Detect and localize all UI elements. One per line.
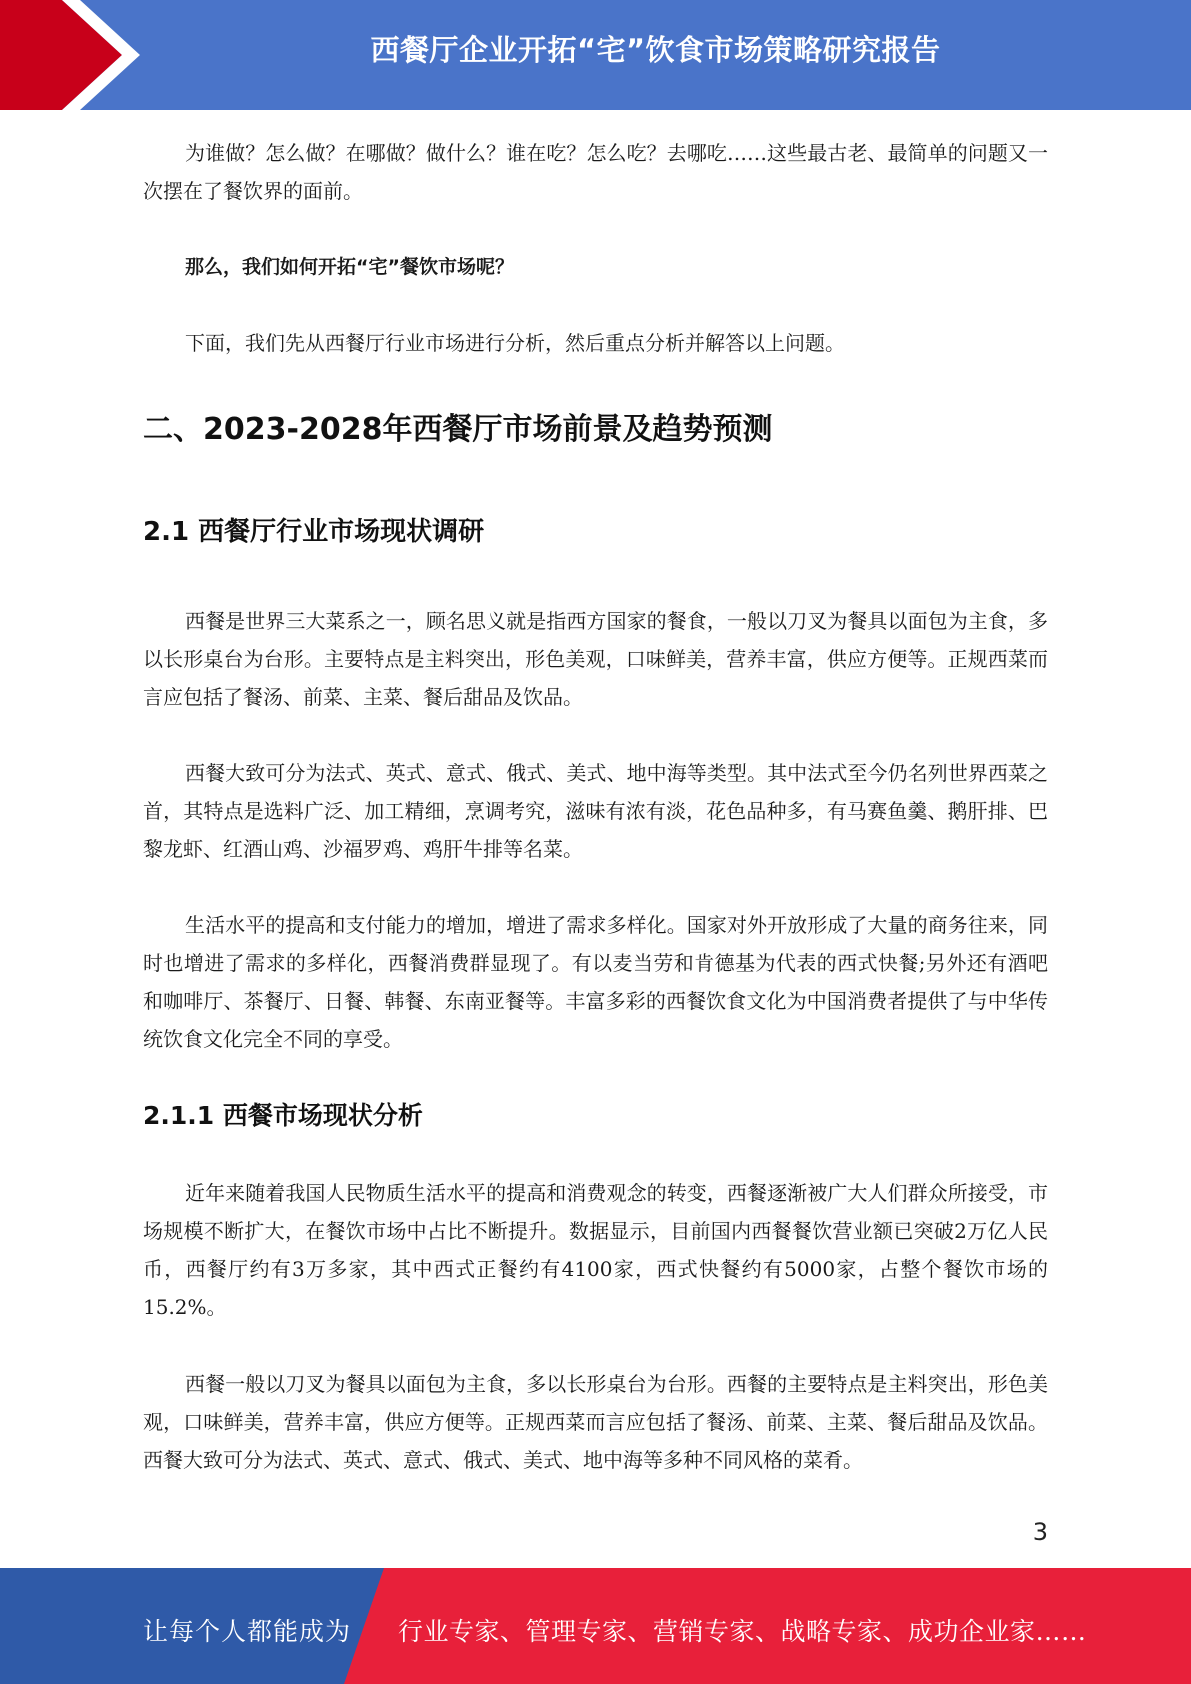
intro-paragraph-3-block xyxy=(143,324,1048,362)
intro-paragraph-1: 为谁做？怎么做？在哪做？做什么？谁在吃？怎么吃？去哪吃……这些最古老、最简单的问题又一次摆在了餐饮界的面前。 xyxy=(143,141,1048,203)
section-2-1-1-paragraph-2-block xyxy=(143,1365,1048,1479)
intro-paragraph-3: 下面，我们先从西餐厅行业市场进行分析，然后重点分析并解答以上问题。 xyxy=(185,331,845,355)
section-2-1-1-paragraph-1: 近年来随着我国人民物质生活水平的提高和消费观念的转变，西餐逐渐被广大人们群众所接受，市场规模不断扩大，在餐饮市场中占比不断提升。数据显示，目前国内西餐餐饮营业额已突破2万亿人民币，西餐厅约有3万多家，其中西式正餐约有4100家，西式快餐约有5000家，占整个餐饮市场的15.2%。 xyxy=(143,1181,1048,1319)
intro-question: 那么，我们如何开拓“宅”餐饮市场呢？ xyxy=(185,256,514,278)
report-title: 西餐厅企业开拓“宅”饮食市场策略研究报告 xyxy=(370,33,941,67)
section-2-1-paragraph-2-block xyxy=(143,754,1048,868)
section-2-1-paragraph-3-block xyxy=(143,906,1048,1058)
intro-question-block xyxy=(143,248,1048,286)
section-2-1-paragraph-1: 西餐是世界三大菜系之一，顾名思义就是指西方国家的餐食，一般以刀叉为餐具以面包为主食，多以长形桌台为台形。主要特点是主料突出，形色美观，口味鲜美，营养丰富，供应方便等。正规西菜而言应包括了餐汤、前菜、主菜、餐后甜品及饮品。 xyxy=(143,609,1048,709)
page-header xyxy=(0,0,1191,110)
section-2-1-1-paragraph-1-block xyxy=(143,1174,1048,1326)
section-2-1-1-heading: 2.1.1 西餐市场现状分析 xyxy=(143,1101,423,1130)
page-footer xyxy=(0,1568,1191,1684)
section-2-1-heading: 2.1 西餐厅行业市场现状调研 xyxy=(143,517,485,547)
footer-slogan-left: 让每个人都能成为 xyxy=(143,1617,352,1646)
footer-slogan-right: 行业专家、管理专家、营销专家、战略专家、成功企业家…… xyxy=(398,1617,1087,1646)
section-2-1-1-paragraph-2: 西餐一般以刀叉为餐具以面包为主食，多以长形桌台为台形。西餐的主要特点是主料突出，形色美观，口味鲜美，营养丰富，供应方便等。正规西菜而言应包括了餐汤、前菜、主菜、餐后甜品及饮品。西餐大致可分为法式、英式、意式、俄式、美式、地中海等多种不同风格的菜肴。 xyxy=(143,1372,1048,1472)
section-2-1-paragraph-3: 生活水平的提高和支付能力的增加，增进了需求多样化。国家对外开放形成了大量的商务往来，同时也增进了需求的多样化，西餐消费群显现了。有以麦当劳和肯德基为代表的西式快餐;另外还有酒吧和咖啡厅、茶餐厅、日餐、韩餐、东南亚餐等。丰富多彩的西餐饮食文化为中国消费者提供了与中华传统饮食文化完全不同的享受。 xyxy=(143,913,1048,1051)
section-2-heading: 二、2023-2028年西餐厅市场前景及趋势预测 xyxy=(143,412,773,447)
intro-paragraph-1-block xyxy=(143,134,1048,210)
page-number: 3 xyxy=(1032,1518,1048,1546)
section-2-1-paragraph-1-block xyxy=(143,602,1048,716)
section-2-1-paragraph-2: 西餐大致可分为法式、英式、意式、俄式、美式、地中海等类型。其中法式至今仍名列世界西菜之首，其特点是选料广泛、加工精细，烹调考究，滋味有浓有淡，花色品种多，有马赛鱼羹、鹅肝排、巴黎龙虾、红酒山鸡、沙福罗鸡、鸡肝牛排等名菜。 xyxy=(143,761,1048,861)
